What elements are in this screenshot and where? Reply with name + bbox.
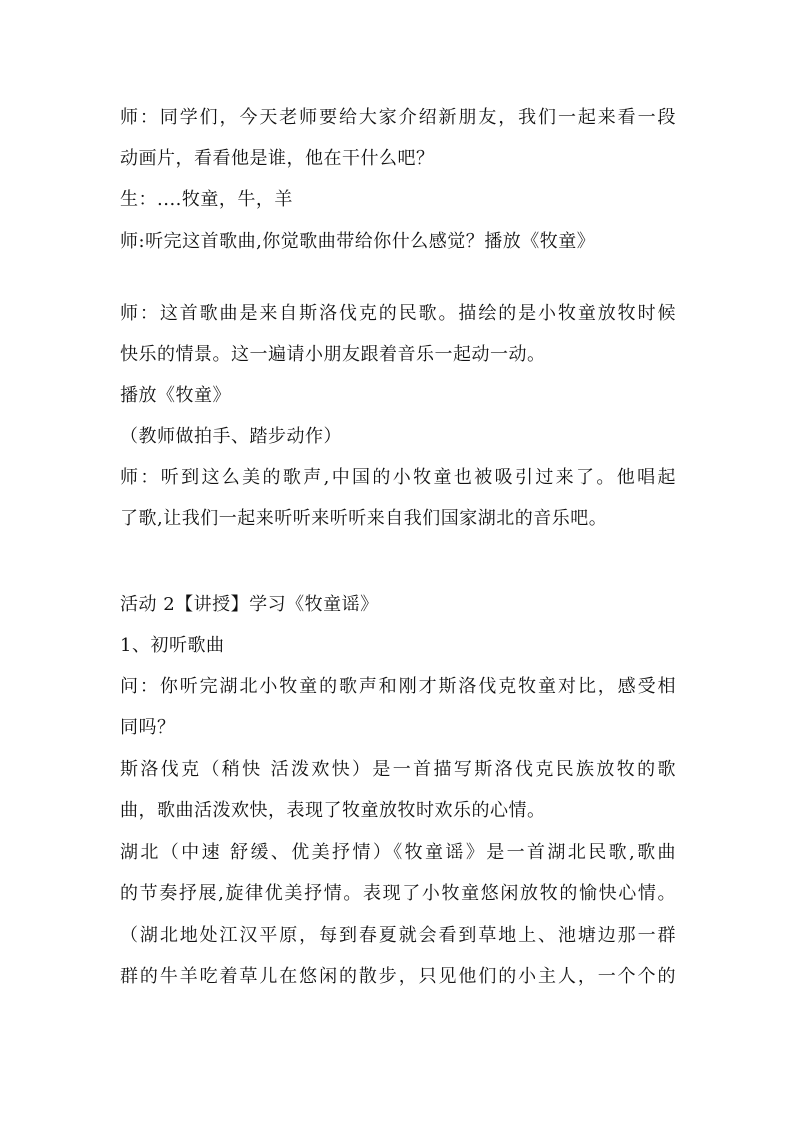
paragraph-line: 播放《牧童》: [120, 385, 231, 406]
paragraph-line: 的节奏抒展,旋律优美抒情。表现了小牧童悠闲放牧的愉快心情。: [120, 883, 676, 904]
paragraph-line: 师：这首歌曲是来自斯洛伐克的民歌。描绘的是小牧童放牧时候: [120, 303, 676, 324]
paragraph-line: 了歌,让我们一起来听听来听听来自我们国家湖北的音乐吧。: [120, 508, 608, 529]
paragraph-line: 斯洛伐克（稍快 活泼欢快）是一首描写斯洛伐克民族放牧的歌: [120, 759, 676, 780]
paragraph-line: 活动 2【讲授】学习《牧童谣》: [120, 594, 379, 615]
paragraph-line: 湖北（中速 舒缓、优美抒情）《牧童谣》是一首湖北民歌,歌曲: [120, 842, 676, 863]
paragraph-line: （教师做拍手、踏步动作）: [120, 426, 342, 447]
paragraph-line: 动画片，看看他是谁，他在干什么吧？: [120, 148, 435, 169]
paragraph-line: 生：....牧童，牛，羊: [120, 189, 293, 210]
paragraph-line: 师：听到这么美的歌声,中国的小牧童也被吸引过来了。他唱起: [120, 467, 676, 488]
paragraph-line: 快乐的情景。这一遍请小朋友跟着音乐一起动一动。: [120, 344, 546, 365]
paragraph-line: 同吗？: [120, 717, 176, 738]
paragraph-line: （湖北地处江汉平原，每到春夏就会看到草地上、池塘边那一群: [120, 925, 676, 946]
paragraph-line: 1、初听歌曲: [120, 635, 225, 656]
paragraph-line: 师:听完这首歌曲,你觉歌曲带给你什么感觉？播放《牧童》: [120, 231, 596, 252]
paragraph-line: 师：同学们，今天老师要给大家介绍新朋友，我们一起来看一段: [120, 107, 676, 128]
paragraph-line: 群的牛羊吃着草儿在悠闲的散步，只见他们的小主人，一个个的: [120, 966, 676, 987]
paragraph-line: 问：你听完湖北小牧童的歌声和刚才斯洛伐克牧童对比，感受相: [120, 676, 676, 697]
paragraph-line: 曲，歌曲活泼欢快，表现了牧童放牧时欢乐的心情。: [120, 800, 546, 821]
